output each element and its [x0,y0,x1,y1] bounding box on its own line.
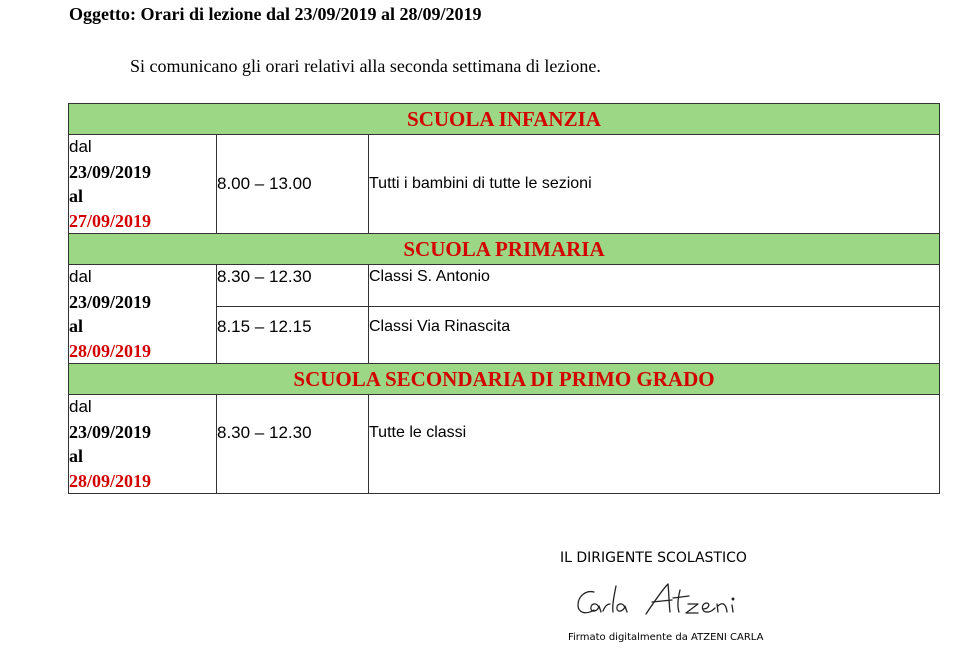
description-cell: Tutti i bambini di tutte le sezioni [369,135,940,234]
date-to-label: al [69,186,84,206]
date-to-label: al [69,446,84,466]
hours-cell: 8.00 – 13.00 [217,135,369,234]
section-header-row [69,234,940,265]
date-to-label: al [69,316,84,336]
section-header-row [69,104,940,135]
section-header-row [69,364,940,395]
description-cell: Classi Via Rinascita [369,306,940,363]
handwritten-signature [572,580,772,620]
document-subject: Oggetto: Orari di lezione dal 23/09/2019 al 28/09/2019 [69,4,482,24]
date-to: 28/09/2019 [69,340,152,361]
date-range-cell [69,265,217,364]
date-range-cell [69,395,217,494]
date-from: 23/09/2019 [69,161,152,182]
date-range-cell [69,135,217,234]
hours-cell: 8.15 – 12.15 [217,306,369,363]
description-cell: Tutte le classi [369,395,940,494]
date-to: 27/09/2019 [69,210,152,231]
section-title-infanzia: SCUOLA INFANZIA [69,104,940,135]
section-title-primaria: SCUOLA PRIMARIA [69,234,940,265]
signatory-title: IL DIRIGENTE SCOLASTICO [560,550,747,566]
hours-cell: 8.30 – 12.30 [217,265,369,307]
date-from: 23/09/2019 [69,421,152,442]
schedule-table [68,103,940,494]
hours-cell: 8.30 – 12.30 [217,395,369,494]
date-from: 23/09/2019 [69,291,152,312]
table-row [69,395,940,494]
description-cell: Classi S. Antonio [369,265,940,307]
table-row [69,265,940,307]
digital-signature-note: Firmato digitalmente da ATZENI CARLA [568,632,764,643]
section-title-secondaria: SCUOLA SECONDARIA DI PRIMO GRADO [69,364,940,395]
date-from-label: dal [69,397,92,416]
date-to: 28/09/2019 [69,470,152,491]
signature-block [560,550,800,643]
table-row [69,135,940,234]
date-from-label: dal [69,137,92,156]
intro-paragraph: Si comunicano gli orari relativi alla seconda settimana di lezione. [130,56,601,76]
date-from-label: dal [69,267,92,286]
